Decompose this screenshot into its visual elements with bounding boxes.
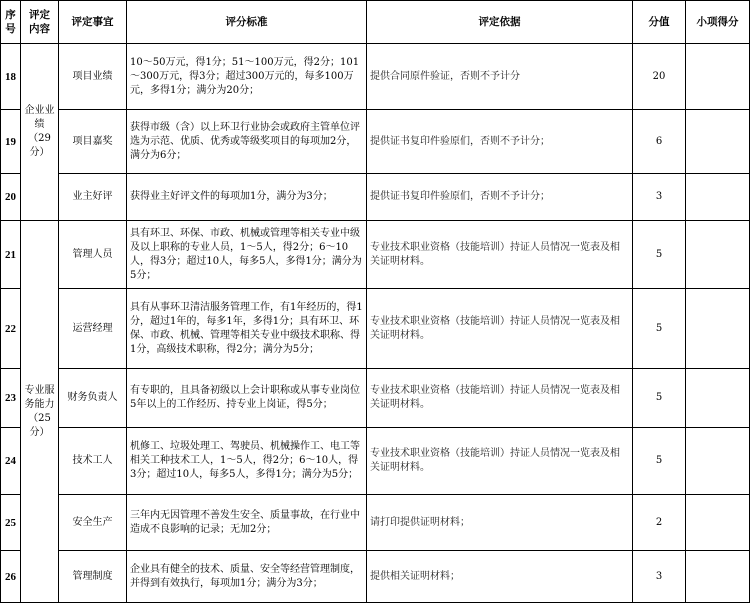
standard-cell: 企业具有健全的技术、质量、安全等经营管理制度，并得到有效执行，每项加1分；满分为3分；: [127, 551, 367, 603]
basis-cell: 提供合同原件验证，否则不予计分: [367, 44, 633, 110]
row-number: 24: [1, 428, 21, 495]
row-number: 22: [1, 289, 21, 369]
table-row: [1, 551, 750, 603]
table-row: [1, 495, 750, 551]
basis-cell: 专业技术职业资格（技能培训）持证人员情况一览表及相关证明材料。: [367, 428, 633, 495]
basis-cell: 专业技术职业资格（技能培训）持证人员情况一览表及相关证明材料。: [367, 369, 633, 428]
item-cell: 管理人员: [59, 221, 127, 289]
table-row: [1, 110, 750, 174]
table-row: [1, 369, 750, 428]
basis-cell: 专业技术职业资格（技能培训）持证人员情况一览表及相关证明材料。: [367, 221, 633, 289]
score-cell: 5: [633, 289, 686, 369]
sub-score-cell[interactable]: [686, 289, 750, 369]
item-cell: 财务负责人: [59, 369, 127, 428]
standard-cell: 获得业主好评文件的每项加1分，满分为3分；: [127, 174, 367, 221]
standard-cell: 具有环卫、环保、市政、机械或管理等相关专业中级及以上职称的专业人员，1～5人，得2分；6～10人，得3分；超过10人，每多5人，多得1分；满分为5分；: [127, 221, 367, 289]
sub-score-cell[interactable]: [686, 110, 750, 174]
table-row: [1, 428, 750, 495]
standard-cell: 机修工、垃圾处理工、驾驶员、机械操作工、电工等相关工种技术工人，1～5人，得2分；6～10人，得3分；超过10人，每多5人，多得1分；满分为5分；: [127, 428, 367, 495]
item-cell: 项目嘉奖: [59, 110, 127, 174]
item-cell: 项目业绩: [59, 44, 127, 110]
score-cell: 5: [633, 428, 686, 495]
header-sub-score: 小项得分: [686, 1, 750, 44]
category-cell-service: 专业服务能力（25分）: [21, 221, 59, 603]
table-row: [1, 289, 750, 369]
sub-score-cell[interactable]: [686, 551, 750, 603]
item-cell: 业主好评: [59, 174, 127, 221]
score-cell: 5: [633, 221, 686, 289]
item-cell: 技术工人: [59, 428, 127, 495]
header-standard: 评分标准: [127, 1, 367, 44]
basis-cell: 专业技术职业资格（技能培训）持证人员情况一览表及相关证明材料。: [367, 289, 633, 369]
table-row: [1, 44, 750, 110]
score-cell: 5: [633, 369, 686, 428]
header-basis: 评定依据: [367, 1, 633, 44]
item-cell: 安全生产: [59, 495, 127, 551]
row-number: 23: [1, 369, 21, 428]
header-item: 评定事宜: [59, 1, 127, 44]
standard-cell: 有专职的，且具备初级以上会计职称或从事专业岗位5年以上的工作经历、持专业上岗证，得5分；: [127, 369, 367, 428]
score-cell: 3: [633, 174, 686, 221]
table-row: [1, 174, 750, 221]
standard-cell: 获得市级（含）以上环卫行业协会或政府主管单位评选为示范、优质、优秀或等级奖项目的每项加2分，满分为6分；: [127, 110, 367, 174]
header-seq: 序号: [1, 1, 21, 44]
basis-cell: 提供证书复印件验原们，否则不予计分；: [367, 174, 633, 221]
sub-score-cell[interactable]: [686, 174, 750, 221]
item-cell: 管理制度: [59, 551, 127, 603]
score-cell: 2: [633, 495, 686, 551]
sub-score-cell[interactable]: [686, 495, 750, 551]
score-cell: 3: [633, 551, 686, 603]
header-score: 分值: [633, 1, 686, 44]
item-cell: 运营经理: [59, 289, 127, 369]
sub-score-cell[interactable]: [686, 369, 750, 428]
standard-cell: 三年内无因管理不善发生安全、质量事故，在行业中造成不良影响的记录；无加2分；: [127, 495, 367, 551]
basis-cell: 提供证书复印件验原们，否则不予计分；: [367, 110, 633, 174]
header-row: [1, 1, 750, 44]
basis-cell: 请打印提供证明材料；: [367, 495, 633, 551]
standard-cell: 10～50万元，得1分；51～100万元，得2分；101～300万元，得3分；超过300万元的，每多100万元，多得1分；满分为20分；: [127, 44, 367, 110]
row-number: 20: [1, 174, 21, 221]
row-number: 26: [1, 551, 21, 603]
category-cell-enterprise: 企业业绩（29分）: [21, 44, 59, 221]
header-category: 评定内容: [21, 1, 59, 44]
table-row: [1, 221, 750, 289]
sub-score-cell[interactable]: [686, 428, 750, 495]
row-number: 25: [1, 495, 21, 551]
sub-score-cell[interactable]: [686, 44, 750, 110]
row-number: 18: [1, 44, 21, 110]
score-cell: 20: [633, 44, 686, 110]
row-number: 19: [1, 110, 21, 174]
score-cell: 6: [633, 110, 686, 174]
sub-score-cell[interactable]: [686, 221, 750, 289]
basis-cell: 提供相关证明材料；: [367, 551, 633, 603]
row-number: 21: [1, 221, 21, 289]
standard-cell: 具有从事环卫清洁服务管理工作，有1年经历的，得1分，超过1年的，每多1年，多得1分；具有环卫、环保、市政、机械、管理等相关专业中级技术职称、得1分，高级技术职称，得2分；满分为5分；: [127, 289, 367, 369]
